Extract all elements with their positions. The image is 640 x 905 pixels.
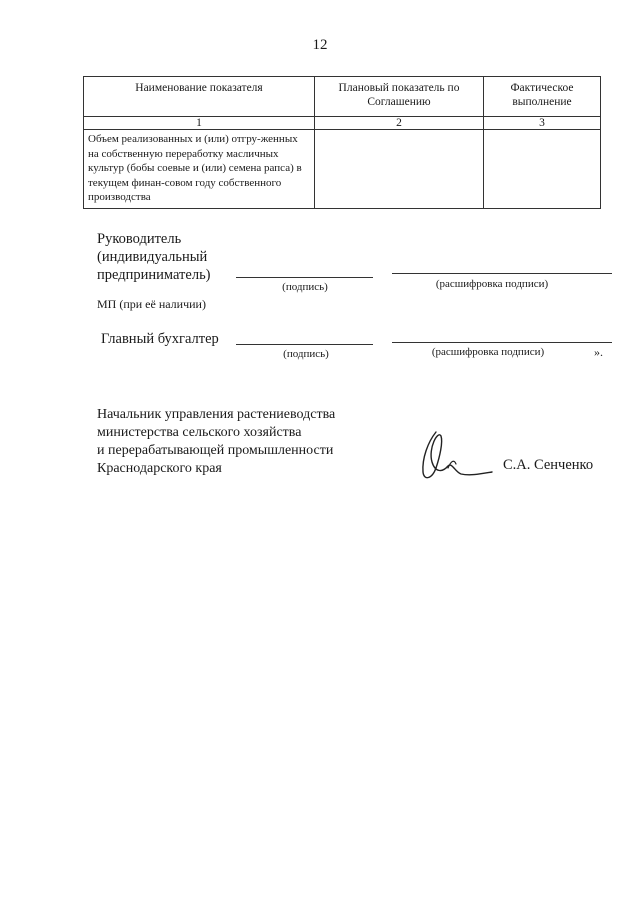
closing-quote: ». <box>594 345 603 359</box>
column-number: 1 <box>84 117 315 130</box>
accountant-signature-caption: (подпись) <box>283 348 329 360</box>
column-number: 3 <box>484 117 601 130</box>
head-decoding-line <box>392 273 612 274</box>
column-number-row <box>84 117 601 130</box>
approval-position-line: Краснодарского края <box>97 461 222 476</box>
accountant-signature-line <box>236 344 373 345</box>
accountant-decoding-line <box>392 342 612 343</box>
header-planned-value: Плановый показатель по Соглашению <box>315 77 484 117</box>
approval-position-line: министерства сельского хозяйства <box>97 425 302 440</box>
head-label-line: Руководитель <box>97 231 182 247</box>
planned-value-cell <box>315 130 484 209</box>
page-number: 12 <box>312 37 328 53</box>
stamp-note: МП (при её наличии) <box>97 297 206 311</box>
header-indicator-name: Наименование показателя <box>84 77 315 117</box>
approval-position-line: Начальник управления растениеводства <box>97 407 336 422</box>
column-number: 2 <box>315 117 484 130</box>
indicator-name-cell: Объем реализованных и (или) отгру-женных на собственную переработку масличных культур (бобы соевые и (или) семена рапса) в текущем финан-совом году собственного производства <box>84 130 315 209</box>
accountant-label: Главный бухгалтер <box>101 331 219 347</box>
handwritten-signature <box>412 428 494 486</box>
head-signature-caption: (подпись) <box>282 281 328 293</box>
actual-value-cell <box>484 130 601 209</box>
indicators-table <box>83 76 601 209</box>
approval-position-line: и перерабатывающей промышленности <box>97 443 334 458</box>
table-row <box>84 130 601 209</box>
table-header-row <box>84 77 601 117</box>
head-signature-line <box>236 277 373 278</box>
approval-position <box>97 406 335 478</box>
approver-name: С.А. Сенченко <box>503 457 594 473</box>
head-label-line: предприниматель) <box>97 267 211 283</box>
head-decoding-caption: (расшифровка подписи) <box>435 278 549 290</box>
accountant-decoding-caption: (расшифровка подписи) <box>431 346 545 358</box>
head-label <box>97 230 211 284</box>
head-label-line: (индивидуальный <box>97 249 208 265</box>
header-actual-value: Фактическое выполнение <box>484 77 601 117</box>
